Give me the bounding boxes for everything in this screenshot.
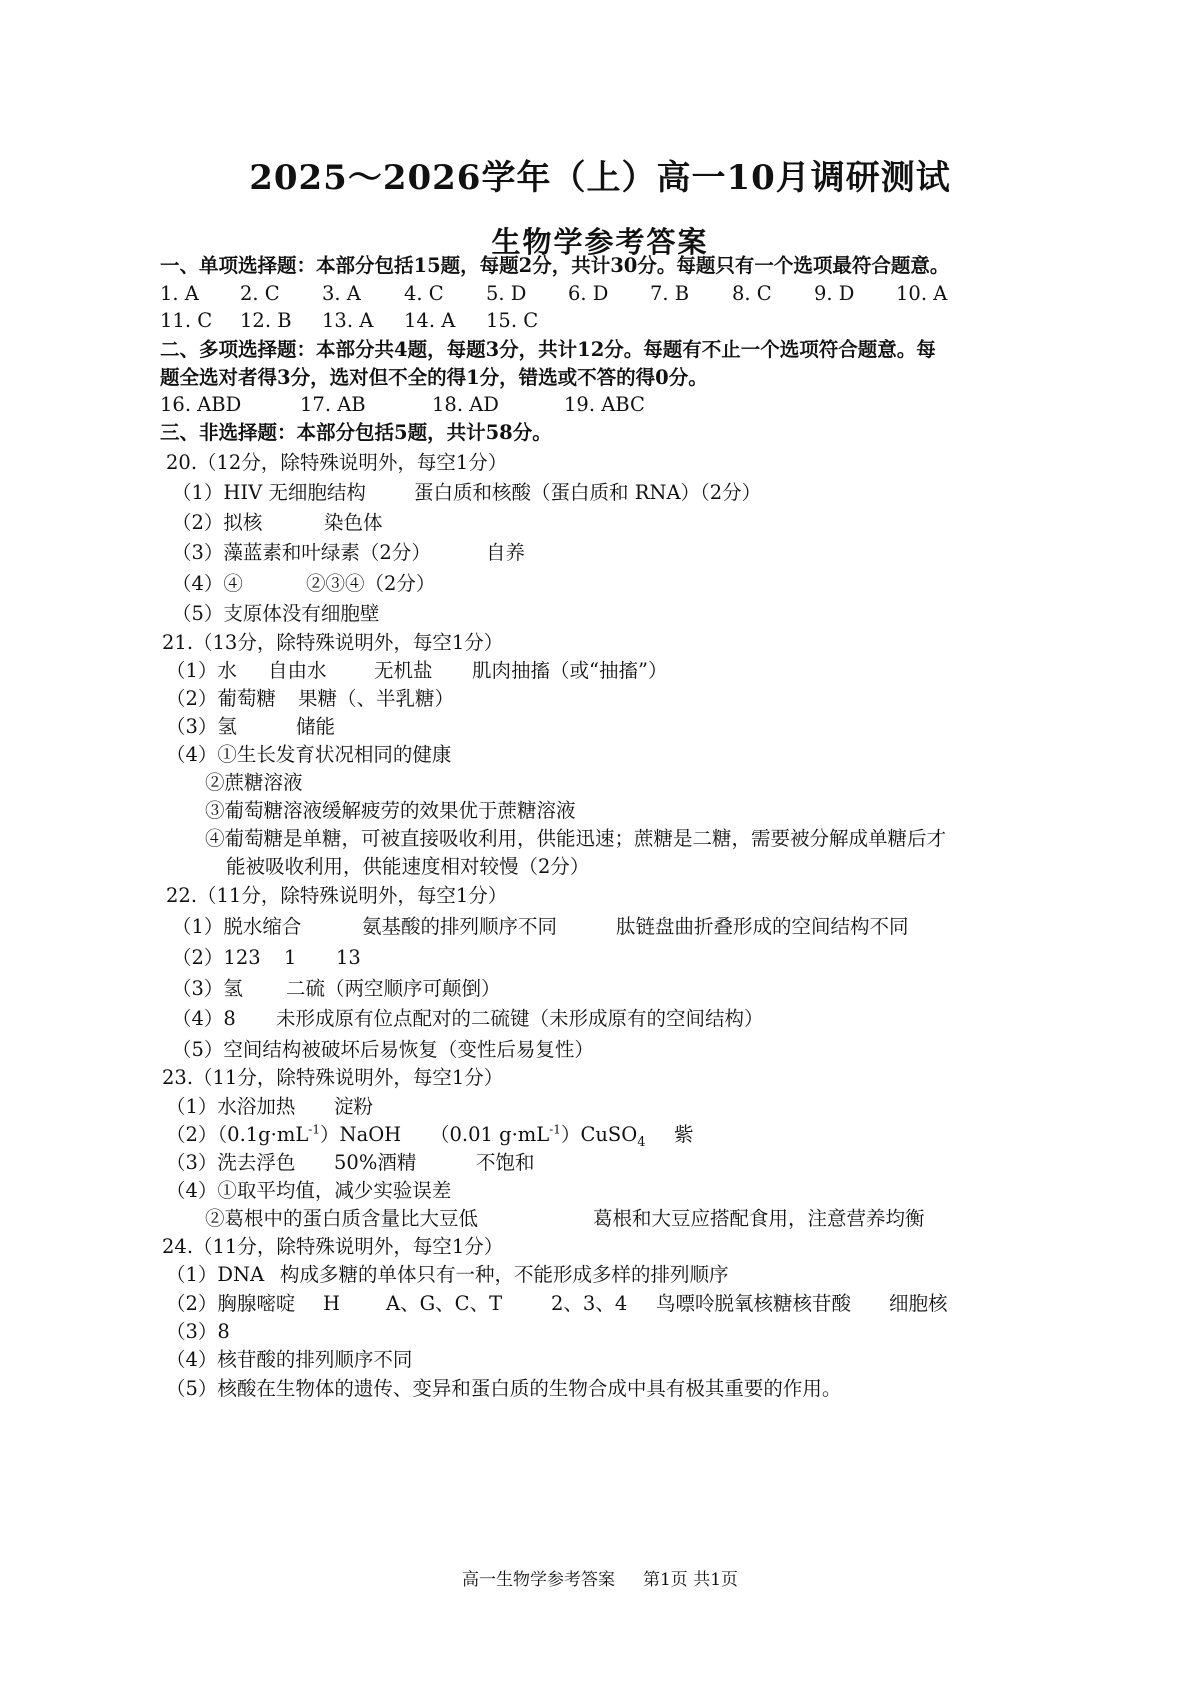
- answer-item: 3. A: [322, 282, 361, 305]
- q23-answer-4-1: （4）①取平均值，减少实验误差: [166, 1179, 452, 1202]
- answer-blank: A、G、C、T: [386, 1292, 503, 1315]
- answer-item: 5. D: [486, 282, 527, 305]
- answer-item: 2. C: [240, 282, 280, 305]
- q20-header: 20.（12分，除特殊说明外，每空1分）: [166, 451, 508, 474]
- answer-item: 13. A: [322, 309, 374, 332]
- q21-answer-4-3: ③葡萄糖溶液缓解疲劳的效果优于蔗糖溶液: [205, 799, 576, 822]
- answer-blank: （0.01 $g\cdot mL^{-1})CuSO_4$: [430, 1122, 646, 1150]
- answer-blank: （2）胸腺嘧啶: [166, 1292, 296, 1315]
- answer-blank: 1: [284, 946, 297, 969]
- answer-blank: （4）④: [172, 572, 243, 595]
- answer-blank: 二硫（两空顺序可颠倒）: [286, 977, 501, 1000]
- section1-heading: 一、单项选择题：本部分包括15题，每题2分，共计30分。每题只有一个选项最符合题意。: [160, 254, 950, 277]
- answer-blank: 2、3、4: [551, 1292, 628, 1315]
- answer-blank: （1）HIV 无细胞结构: [172, 481, 366, 504]
- answer-blank: 紫: [674, 1123, 694, 1146]
- q20-answer-5: [172, 600, 379, 628]
- answer-item: 15. C: [486, 309, 539, 332]
- q21-answer-3: [166, 713, 335, 741]
- q23-header: 23.（11分，除特殊说明外，每空1分）: [162, 1066, 504, 1089]
- answer-blank: 未形成原有位点配对的二硫键（未形成原有的空间结构）: [276, 1007, 764, 1030]
- q20-answer-3: [172, 539, 525, 567]
- answer-blank: 自养: [486, 541, 526, 564]
- page-subtitle: 生物学参考答案: [491, 225, 709, 259]
- section1-answers-row2: [160, 307, 538, 335]
- q20-answer-4: [172, 570, 435, 598]
- answer-blank: （2）葡萄糖: [166, 687, 276, 710]
- q23-answer-2: [166, 1121, 694, 1149]
- answer-blank: 淀粉: [334, 1095, 374, 1118]
- answer-item: 16. ABD: [160, 393, 242, 416]
- answer-item: 10. A: [896, 282, 948, 305]
- answer-blank: 50%酒精: [334, 1151, 417, 1174]
- page-footer: [0, 1565, 1200, 1590]
- answer-blank: 染色体: [324, 511, 383, 534]
- q22-answer-5: [172, 1036, 594, 1064]
- answer-blank: ②③④（2分）: [306, 572, 436, 595]
- q23-answer-4-2: [205, 1205, 925, 1233]
- answer-blank: 自由水: [268, 659, 327, 682]
- section2-answers-row: [160, 391, 645, 419]
- answer-blank: 鸟嘌呤脱氧核糖核苷酸: [656, 1292, 852, 1315]
- answer-item: 6. D: [568, 282, 609, 305]
- answer-item: 4. C: [404, 282, 444, 305]
- answer-blank: 肌肉抽搐（或“抽搐”）: [472, 659, 668, 682]
- answer-blank: 13: [336, 946, 361, 969]
- footer-page-info: 第1页 共1页: [642, 1570, 739, 1590]
- q20-answer-1: [172, 479, 761, 507]
- answer-blank: （1）水: [166, 659, 237, 682]
- q21-answer-4-2: ②蔗糖溶液: [205, 771, 303, 794]
- answer-blank: 葛根和大豆应搭配食用，注意营养均衡: [593, 1207, 925, 1230]
- answer-item: 14. A: [404, 309, 456, 332]
- answer-blank: （2）123: [172, 946, 261, 969]
- q24-answer-4: （4）核苷酸的排列顺序不同: [166, 1348, 413, 1371]
- q22-answer-2: [172, 944, 361, 972]
- answer-blank: （3）氢: [166, 715, 237, 738]
- q21-answer-4-1: （4）①生长发育状况相同的健康: [166, 743, 452, 766]
- q22-header: 22.（11分，除特殊说明外，每空1分）: [166, 884, 508, 907]
- q24-answer-5: （5）核酸在生物体的遗传、变异和蛋白质的生物合成中具有极其重要的作用。: [166, 1377, 842, 1400]
- section2-heading-line2: 题全选对者得3分，选对但不全的得1分，错选或不答的得0分。: [160, 366, 708, 389]
- answer-blank: 细胞核: [889, 1292, 948, 1315]
- q21-answer-4-5: 能被吸收利用，供能速度相对较慢（2分）: [226, 855, 590, 878]
- answer-item: 1. A: [160, 282, 199, 305]
- answer-blank: （3）藻蓝素和叶绿素（2分）: [172, 541, 431, 564]
- q22-answer-4: [172, 1005, 764, 1033]
- section3-heading: 三、非选择题：本部分包括5题，共计58分。: [160, 421, 552, 444]
- answer-blank: ②葛根中的蛋白质含量比大豆低: [205, 1207, 479, 1230]
- q23-answer-3: [166, 1149, 535, 1177]
- answer-item: 12. B: [240, 309, 292, 332]
- answer-blank: （1）脱水缩合: [172, 915, 302, 938]
- q21-answer-2: [166, 685, 454, 713]
- answer-blank: 构成多糖的单体只有一种，不能形成多样的排列顺序: [280, 1263, 729, 1286]
- answer-blank: （3）氢: [172, 977, 243, 1000]
- answer-blank: $(2)(0.1g\cdot mL^{-1})NaOH$: [166, 1122, 402, 1146]
- answer-item: 8. C: [732, 282, 772, 305]
- answer-blank: （4）8: [172, 1007, 236, 1030]
- q21-header: 21.（13分，除特殊说明外，每空1分）: [162, 631, 504, 654]
- answer-blank: （5）支原体没有细胞壁: [172, 602, 380, 625]
- q21-answer-4-4: ④葡萄糖是单糖，可被直接吸收利用，供能迅速；蔗糖是二糖，需要被分解成单糖后才: [205, 827, 947, 850]
- q24-answer-2: [166, 1290, 948, 1318]
- answer-blank: 储能: [296, 715, 336, 738]
- section1-answers-row1: [160, 280, 947, 308]
- section2-heading-line1: 二、多项选择题：本部分共4题，每题3分，共计12分。每题有不止一个选项符合题意。每: [160, 338, 936, 361]
- footer-doc-name: 高一生物学参考答案: [461, 1570, 615, 1590]
- q23-answer-1: [166, 1093, 373, 1121]
- q20-answer-2: [172, 509, 383, 537]
- answer-blank: （5）空间结构被破坏后易恢复（变性后易复性）: [172, 1038, 594, 1061]
- answer-blank: （1）DNA: [166, 1263, 265, 1286]
- answer-blank: （3）洗去浮色: [166, 1151, 296, 1174]
- answer-item: 7. B: [650, 282, 690, 305]
- q24-answer-1: [166, 1261, 729, 1289]
- answer-item: 17. AB: [300, 393, 366, 416]
- answer-blank: H: [323, 1292, 341, 1315]
- answer-blank: （1）水浴加热: [166, 1095, 296, 1118]
- answer-blank: 不饱和: [476, 1151, 535, 1174]
- answer-item: 19. ABC: [564, 393, 645, 416]
- q21-answer-1: [166, 657, 667, 685]
- q22-answer-3: [172, 975, 501, 1003]
- answer-blank: 肽链盘曲折叠形成的空间结构不同: [616, 915, 909, 938]
- page-title: 2025～2026学年（上）高一10月调研测试: [249, 158, 951, 198]
- q24-answer-3: （3）8: [166, 1320, 230, 1343]
- answer-blank: 无机盐: [374, 659, 433, 682]
- answer-blank: 果糖（、半乳糖）: [298, 687, 455, 710]
- answer-blank: （2）拟核: [172, 511, 263, 534]
- answer-item: 9. D: [814, 282, 855, 305]
- q24-header: 24.（11分，除特殊说明外，每空1分）: [162, 1235, 504, 1258]
- answer-item: 11. C: [160, 309, 213, 332]
- answer-item: 18. AD: [432, 393, 499, 416]
- answer-blank: 蛋白质和核酸（蛋白质和 RNA）（2分）: [414, 481, 762, 504]
- q22-answer-1: [172, 913, 909, 941]
- answer-blank: 氨基酸的排列顺序不同: [362, 915, 558, 938]
